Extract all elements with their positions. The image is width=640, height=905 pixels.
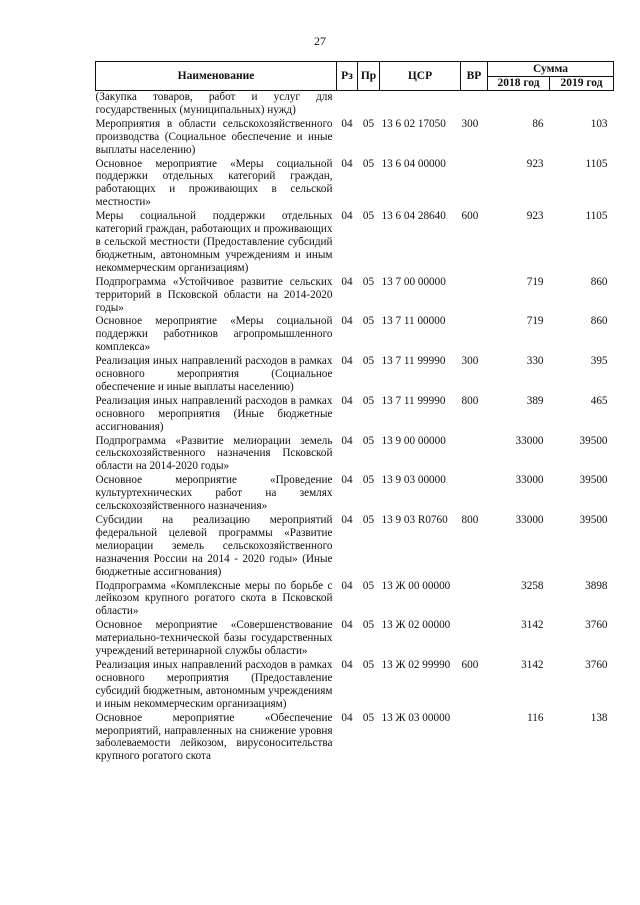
cell-csr: 13 Ж 03 00000 [381,711,451,724]
header-vr: ВР [461,62,488,91]
table-row [96,712,614,765]
cell-name: Реализация иных направлений расходов в рамках основного мероприятия (Иные бюджетные ассигнования) [95,394,333,433]
cell-y2018: 330 [526,355,544,368]
cell-pr: 05 [362,394,375,407]
header-csr: ЦСР [380,62,461,91]
cell-y2019: 39500 [579,434,608,447]
cell-name: Реализация иных направлений расходов в рамках основного мероприятия (Предоставление субсидий бюджетным, автономным учреждениям и иным некоммерческим организациям) [95,658,333,710]
cell-y2019: 465 [590,394,608,407]
cell-csr: 13 7 11 99990 [381,355,446,368]
cell-rz: 04 [341,117,353,130]
cell-vr: 600 [461,658,479,671]
cell-rz: 04 [341,514,353,526]
cell-y2018: 3142 [521,658,544,671]
cell-vr: 300 [461,355,479,368]
cell-pr: 05 [362,434,375,447]
cell-y2018: 86 [532,117,544,130]
cell-y2018: 33000 [515,514,544,526]
table-row [96,210,614,276]
cell-vr [461,474,488,514]
cell-y2019: 3760 [585,658,608,671]
cell-y2019: 1105 [585,210,608,223]
cell-y2018: 116 [527,711,544,724]
cell-name: (Закупка товаров, работ и услуг для государственных (муниципальных) нужд) [95,91,333,116]
cell-csr: 13 Ж 02 99990 [381,658,451,671]
cell-name: Основное мероприятие «Совершенствование материально-технической базы государственных учреждений ветеринарной службы области» [95,619,333,658]
table-row [96,659,614,712]
cell-pr: 05 [362,658,375,671]
cell-y2018: 719 [526,275,544,288]
cell-csr: 13 7 11 99990 [381,394,446,407]
header-row [96,62,614,77]
cell-rz: 04 [341,619,353,632]
cell-rz: 04 [341,157,353,170]
cell-pr: 05 [362,157,375,170]
cell-y2018: 3258 [521,579,544,592]
cell-y2018: 719 [526,315,544,328]
cell-vr: 800 [461,394,479,407]
cell-pr: 05 [362,474,375,487]
cell-vr [461,435,488,475]
cell-pr: 05 [362,210,375,223]
cell-y2019: 860 [590,315,608,328]
cell-csr: 13 Ж 02 00000 [381,619,451,632]
header-2019: 2019 год [550,77,614,91]
cell-csr: 13 9 00 00000 [381,434,446,447]
cell-rz [337,91,358,118]
cell-vr: 800 [461,514,479,526]
cell-csr: 13 7 00 00000 [381,275,446,288]
table-row [96,355,614,395]
cell-pr: 05 [362,275,375,288]
header-pr: Пр [358,62,380,91]
header-rz: Рз [337,62,358,91]
cell-name: Основное мероприятие «Меры социальной поддержки отдельных категорий граждан, работающих и проживающих в сельской местности» [95,157,333,209]
cell-rz: 04 [341,394,353,407]
cell-y2019: 39500 [579,474,608,487]
header-name: Наименование [96,62,337,91]
table-row [96,474,614,514]
cell-rz: 04 [341,434,353,447]
cell-rz: 04 [341,355,353,368]
cell-y2019: 103 [590,117,608,130]
cell-name: Меры социальной поддержки отдельных категорий граждан, работающих и проживающих в сельской местности (Предоставление субсидий бюджетным, автономным учреждениям и иным некоммерческим организациям) [95,210,333,274]
cell-name: Подпрограмма «Комплексные меры по борьбе с лейкозом крупного рогатого скота в Псковской области» [95,579,333,618]
cell-y2018: 33000 [515,474,544,487]
cell-csr: 13 Ж 00 00000 [381,579,451,592]
table-row [96,91,614,118]
cell-y2019: 138 [590,711,608,724]
cell-csr [380,91,461,118]
cell-csr: 13 9 03 00000 [381,474,446,487]
cell-csr: 13 6 04 00000 [381,157,446,170]
cell-y2019: 1105 [585,157,608,170]
cell-csr: 13 6 02 17050 [381,117,446,130]
table-row [96,118,614,158]
cell-csr: 13 7 11 00000 [381,315,446,328]
cell-y2018: 923 [526,157,544,170]
cell-name: Мероприятия в области сельскохозяйственного производства (Социальное обеспечение и иные выплаты населению) [95,117,333,156]
cell-y2019: 3760 [585,619,608,632]
header-2018: 2018 год [488,77,550,91]
table-row [96,580,614,620]
header-sum: Сумма [488,62,614,77]
cell-rz: 04 [341,711,353,724]
cell-name: Субсидии на реализацию мероприятий федеральной целевой программы «Развитие мелиорации земель сельскохозяйственного назначения России на 2014 - 2020 годы» (Иные бюджетные ассигнования) [95,514,333,578]
cell-y2019: 860 [590,275,608,288]
cell-y2018: 923 [526,210,544,223]
cell-y2018 [488,91,550,118]
table-row [96,158,614,211]
cell-vr [461,315,488,355]
cell-vr [461,158,488,211]
cell-pr: 05 [362,619,375,632]
cell-pr: 05 [362,355,375,368]
table-row [96,514,614,580]
table-row [96,395,614,435]
cell-y2019: 395 [590,355,608,368]
cell-y2019: 39500 [579,514,608,526]
cell-name: Реализация иных направлений расходов в рамках основного мероприятия (Социальное обеспечение и иные выплаты населению) [95,355,333,393]
cell-pr: 05 [362,514,375,526]
cell-rz: 04 [341,658,353,671]
page-number: 27 [314,34,326,48]
cell-vr [461,619,488,659]
cell-y2018: 3142 [521,619,544,632]
cell-vr [461,91,488,118]
budget-table [95,61,614,764]
cell-y2018: 33000 [515,434,544,447]
table-row [96,276,614,316]
cell-y2019 [550,91,614,118]
cell-y2019: 3898 [585,579,608,592]
cell-y2018: 389 [526,394,544,407]
cell-rz: 04 [341,474,353,487]
cell-name: Основное мероприятие «Обеспечение мероприятий, направленных на снижение уровня заболеваемости лейкозом, вирусоносительства крупного рогатого скота [95,711,333,763]
cell-name: Подпрограмма «Устойчивое развитие сельских территорий в Псковской области на 2014-2020 годы» [95,275,333,314]
cell-rz: 04 [341,210,353,223]
cell-pr: 05 [362,579,375,592]
cell-vr: 300 [461,117,479,130]
cell-vr [461,712,488,765]
cell-vr [461,580,488,620]
cell-name: Основное мероприятие «Меры социальной поддержки работников агропромышленного комплекса» [95,315,333,354]
table-row [96,619,614,659]
cell-csr: 13 6 04 28640 [381,210,446,223]
table-row [96,435,614,475]
cell-pr: 05 [362,117,375,130]
cell-rz: 04 [341,275,353,288]
cell-name: Основное мероприятие «Проведение культуртехнических работ на землях сельскохозяйственного назначения» [95,474,333,513]
cell-pr: 05 [362,315,375,328]
cell-pr: 05 [362,711,375,724]
cell-pr [358,91,380,118]
cell-vr: 600 [461,210,479,223]
cell-rz: 04 [341,579,353,592]
cell-vr [461,276,488,316]
table-row [96,315,614,355]
cell-rz: 04 [341,315,353,328]
cell-name: Подпрограмма «Развитие мелиорации земель сельскохозяйственного назначения Псковской области на 2014-2020 годы» [95,434,333,473]
cell-csr: 13 9 03 R0760 [381,514,448,526]
table-body [96,91,614,765]
